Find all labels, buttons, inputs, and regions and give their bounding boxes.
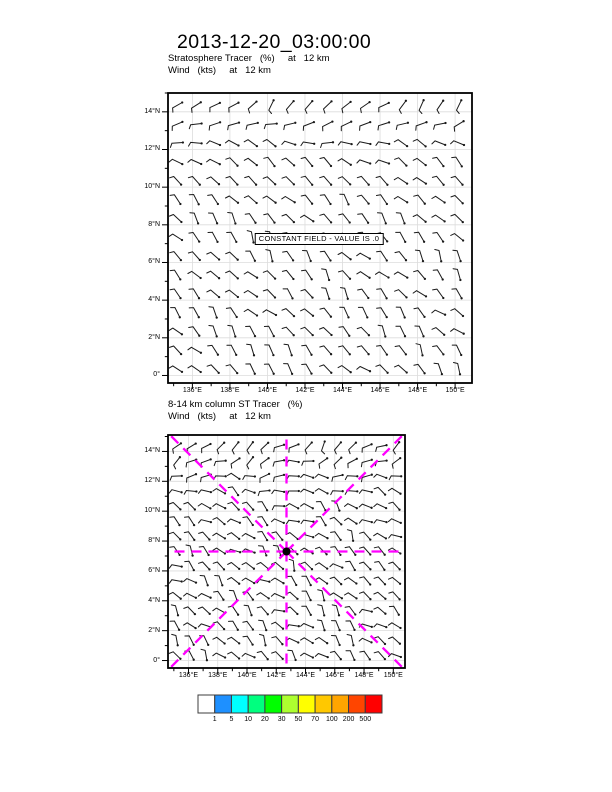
colorbar-boundary-label: 100 — [325, 716, 338, 723]
colorbar-cell — [332, 695, 349, 713]
panel2-lon-tick-label: 138°E — [208, 672, 228, 679]
panel1-lon-tick-label: 144°E — [332, 387, 353, 394]
panel1-lat-tick-label: 4°N — [148, 296, 160, 304]
release-point-marker — [283, 548, 291, 556]
colorbar-boundary-label: 10 — [244, 716, 253, 723]
panel1-lon-tick-label: 140°E — [257, 387, 278, 394]
colorbar — [195, 693, 395, 717]
colorbar-boundary-label: 20 — [261, 716, 269, 723]
panel2-lat-tick-label: 12°N — [144, 477, 160, 485]
colorbar-boundary-label: 5 — [229, 716, 234, 723]
panel2-lat-tick-label: 6°N — [148, 566, 160, 574]
panel1-lat-tick-label: 2°N — [148, 333, 160, 341]
colorbar-cell — [282, 695, 299, 713]
colorbar-cell — [248, 695, 265, 713]
panel2-lat-tick-label: 10°N — [144, 507, 160, 515]
colorbar-cell — [265, 695, 282, 713]
panel2-map — [168, 435, 405, 668]
colorbar-cell — [298, 695, 315, 713]
panel2-lat-tick-label: 0° — [153, 656, 160, 664]
colorbar-cell — [231, 695, 248, 713]
panel1-lon-tick-label: 142°E — [295, 387, 315, 394]
panel2-lon-tick-label: 146°E — [325, 672, 345, 679]
colorbar-boundary-label: 1 — [212, 716, 217, 723]
panel1-lon-tick-label: 138°E — [220, 387, 240, 394]
panel1-lon-tick-label: 136°E — [182, 387, 202, 394]
colorbar-boundary-label: 200 — [342, 716, 355, 723]
panel1-lat-tick-label: 8°N — [148, 220, 160, 228]
panel1-lat-tick-label: 14°N — [144, 107, 160, 115]
panel2-lat-tick-label: 14°N — [144, 447, 160, 455]
panel2-lat-tick-label: 8°N — [148, 537, 160, 545]
panel2-lon-tick-label: 142°E — [266, 672, 286, 679]
constant-field-annotation: CONSTANT FIELD - VALUE IS .0 — [255, 233, 384, 245]
panel1-lon-tick-label: 150°E — [445, 387, 465, 394]
panel2-lon-tick-label: 136°E — [178, 672, 199, 679]
colorbar-cell — [215, 695, 232, 713]
colorbar-cell — [349, 695, 366, 713]
panel1-lat-tick-label: 12°N — [144, 145, 160, 153]
colorbar-boundary-label: 500 — [359, 716, 372, 723]
colorbar-cell — [315, 695, 332, 713]
panel1-lon-tick-label: 146°E — [370, 387, 390, 394]
panel1-lon-tick-label: 148°E — [408, 387, 428, 394]
colorbar-boundary-label: 30 — [277, 716, 286, 723]
panel1-lat-tick-label: 0° — [153, 371, 160, 379]
panel2-field-label: 8-14 km column ST Tracer (%) — [168, 399, 303, 410]
panel2-lon-tick-label: 140°E — [237, 672, 257, 679]
panel1-field-label: Stratosphere Tracer (%) at 12 km — [168, 53, 330, 64]
panel1-wind-label: Wind (kts) at 12 km — [168, 65, 271, 76]
panel2-lon-tick-label: 150°E — [383, 672, 403, 679]
colorbar-cell — [365, 695, 382, 713]
panel2-lon-tick-label: 148°E — [354, 672, 374, 679]
colorbar-boundary-label: 50 — [294, 716, 303, 723]
panel2-wind-label: Wind (kts) at 12 km — [168, 411, 271, 422]
panel2-lat-tick-label: 2°N — [148, 626, 160, 634]
panel2-lat-tick-label: 4°N — [148, 596, 160, 604]
colorbar-cell — [198, 695, 215, 713]
panel1-lat-tick-label: 6°N — [148, 258, 160, 266]
colorbar-boundary-label: 70 — [311, 716, 319, 723]
plot-title: 2013-12-20_03:00:00 — [177, 31, 372, 53]
panel2-lon-tick-label: 144°E — [295, 672, 316, 679]
panel1-lat-tick-label: 10°N — [144, 183, 160, 191]
